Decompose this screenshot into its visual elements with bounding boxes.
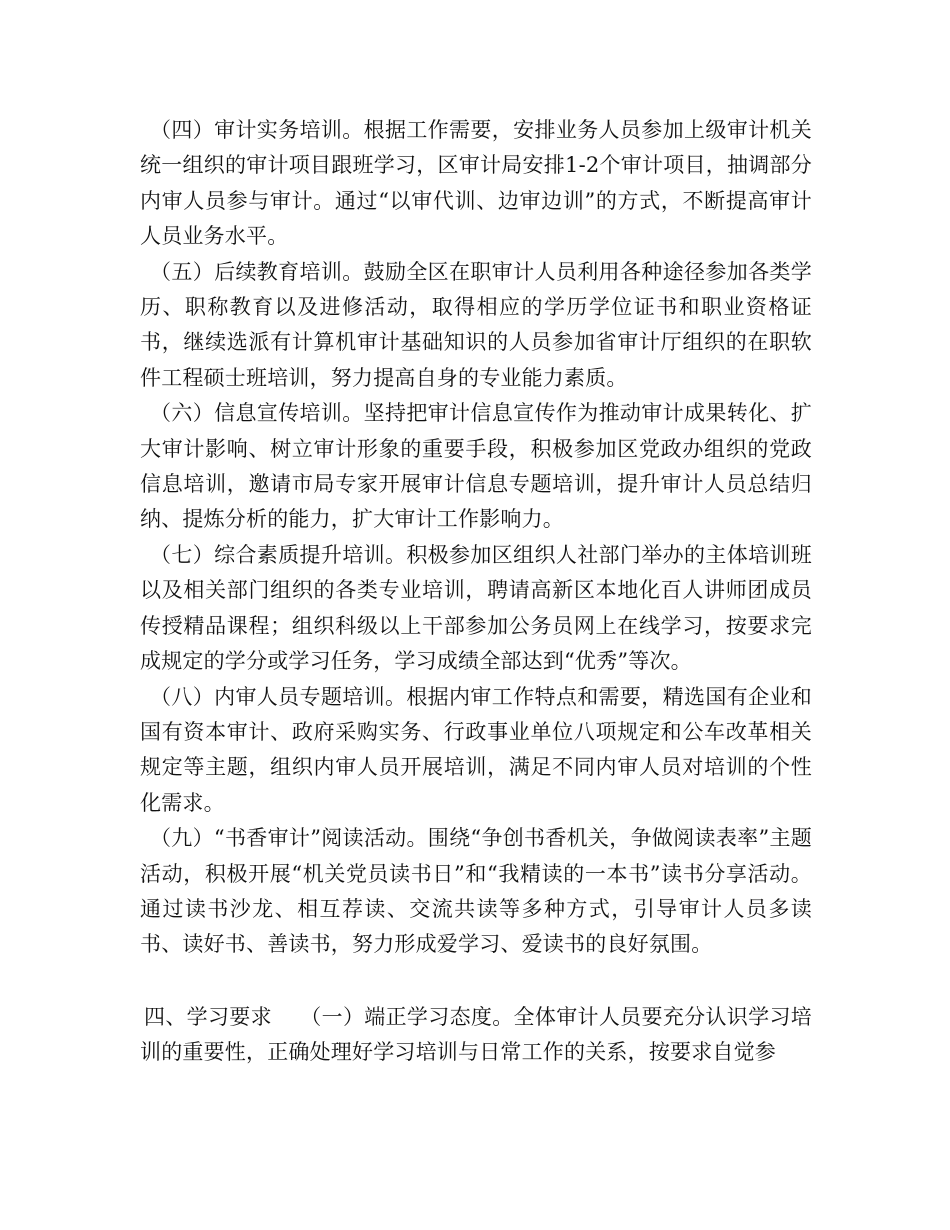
paragraph-information-publicity-training: （六）信息宣传培训。坚持把审计信息宣传作为推动审计成果转化、扩大审计影响、树立审计形象的重要手段，积极参加区党政办组织的党政信息培训，邀请市局专家开展审计信息专题培训，提升审计人员总结归纳、提炼分析的能力，扩大审计工作影响力。 (140, 401, 812, 532)
paragraph-audit-practice-training: （四）审计实务培训。根据工作需要，安排业务人员参加上级审计机关统一组织的审计项目跟班学习，区审计局安排1-2个审计项目，抽调部分内审人员参与审计。通过“以审代训、边审边训”的方式，不断提高审计人员业务水平。 (140, 118, 812, 249)
document-body (140, 113, 812, 1071)
paragraph-comprehensive-quality-training: （七）综合素质提升培训。积极参加区组织人社部门举办的主体培训班以及相关部门组织的各类专业培训，聘请高新区本地化百人讲师团成员传授精品课程；组织科级以上干部参加公务员网上在线学习，按要求完成规定的学分或学习任务，学习成绩全部达到“优秀”等次。 (140, 542, 812, 674)
paragraph-internal-audit-training: （八）内审人员专题培训。根据内审工作特点和需要，精选国有企业和国有资本审计、政府采购实务、行政事业单位八项规定和公车改革相关规定等主题，组织内审人员开展培训，满足不同内审人员对培训的个性化需求。 (140, 684, 812, 815)
section-learning-requirements: 四、学习要求 （一）端正学习态度。全体审计人员要充分认识学习培训的重要性，正确处理好学习培训与日常工作的关系，按要求自觉参 (140, 1004, 812, 1065)
section-spacing (140, 963, 812, 1000)
paragraph-continuing-education-training: （五）后续教育培训。鼓励全区在职审计人员利用各种途径参加各类学历、职称教育以及进修活动，取得相应的学历学位证书和职业资格证书，继续选派有计算机审计基础知识的人员参加省审计厅组织的在职软件工程硕士班培训，努力提高自身的专业能力素质。 (140, 259, 812, 390)
paragraph-reading-activity: （九）“书香审计”阅读活动。围绕“争创书香机关，争做阅读表率”主题活动，积极开展“机关党员读书日”和“我精读的一本书”读书分享活动。通过读书沙龙、相互荐读、交流共读等多种方式，引导审计人员多读书、读好书、善读书，努力形成爱学习、爱读书的良好氛围。 (140, 826, 812, 957)
